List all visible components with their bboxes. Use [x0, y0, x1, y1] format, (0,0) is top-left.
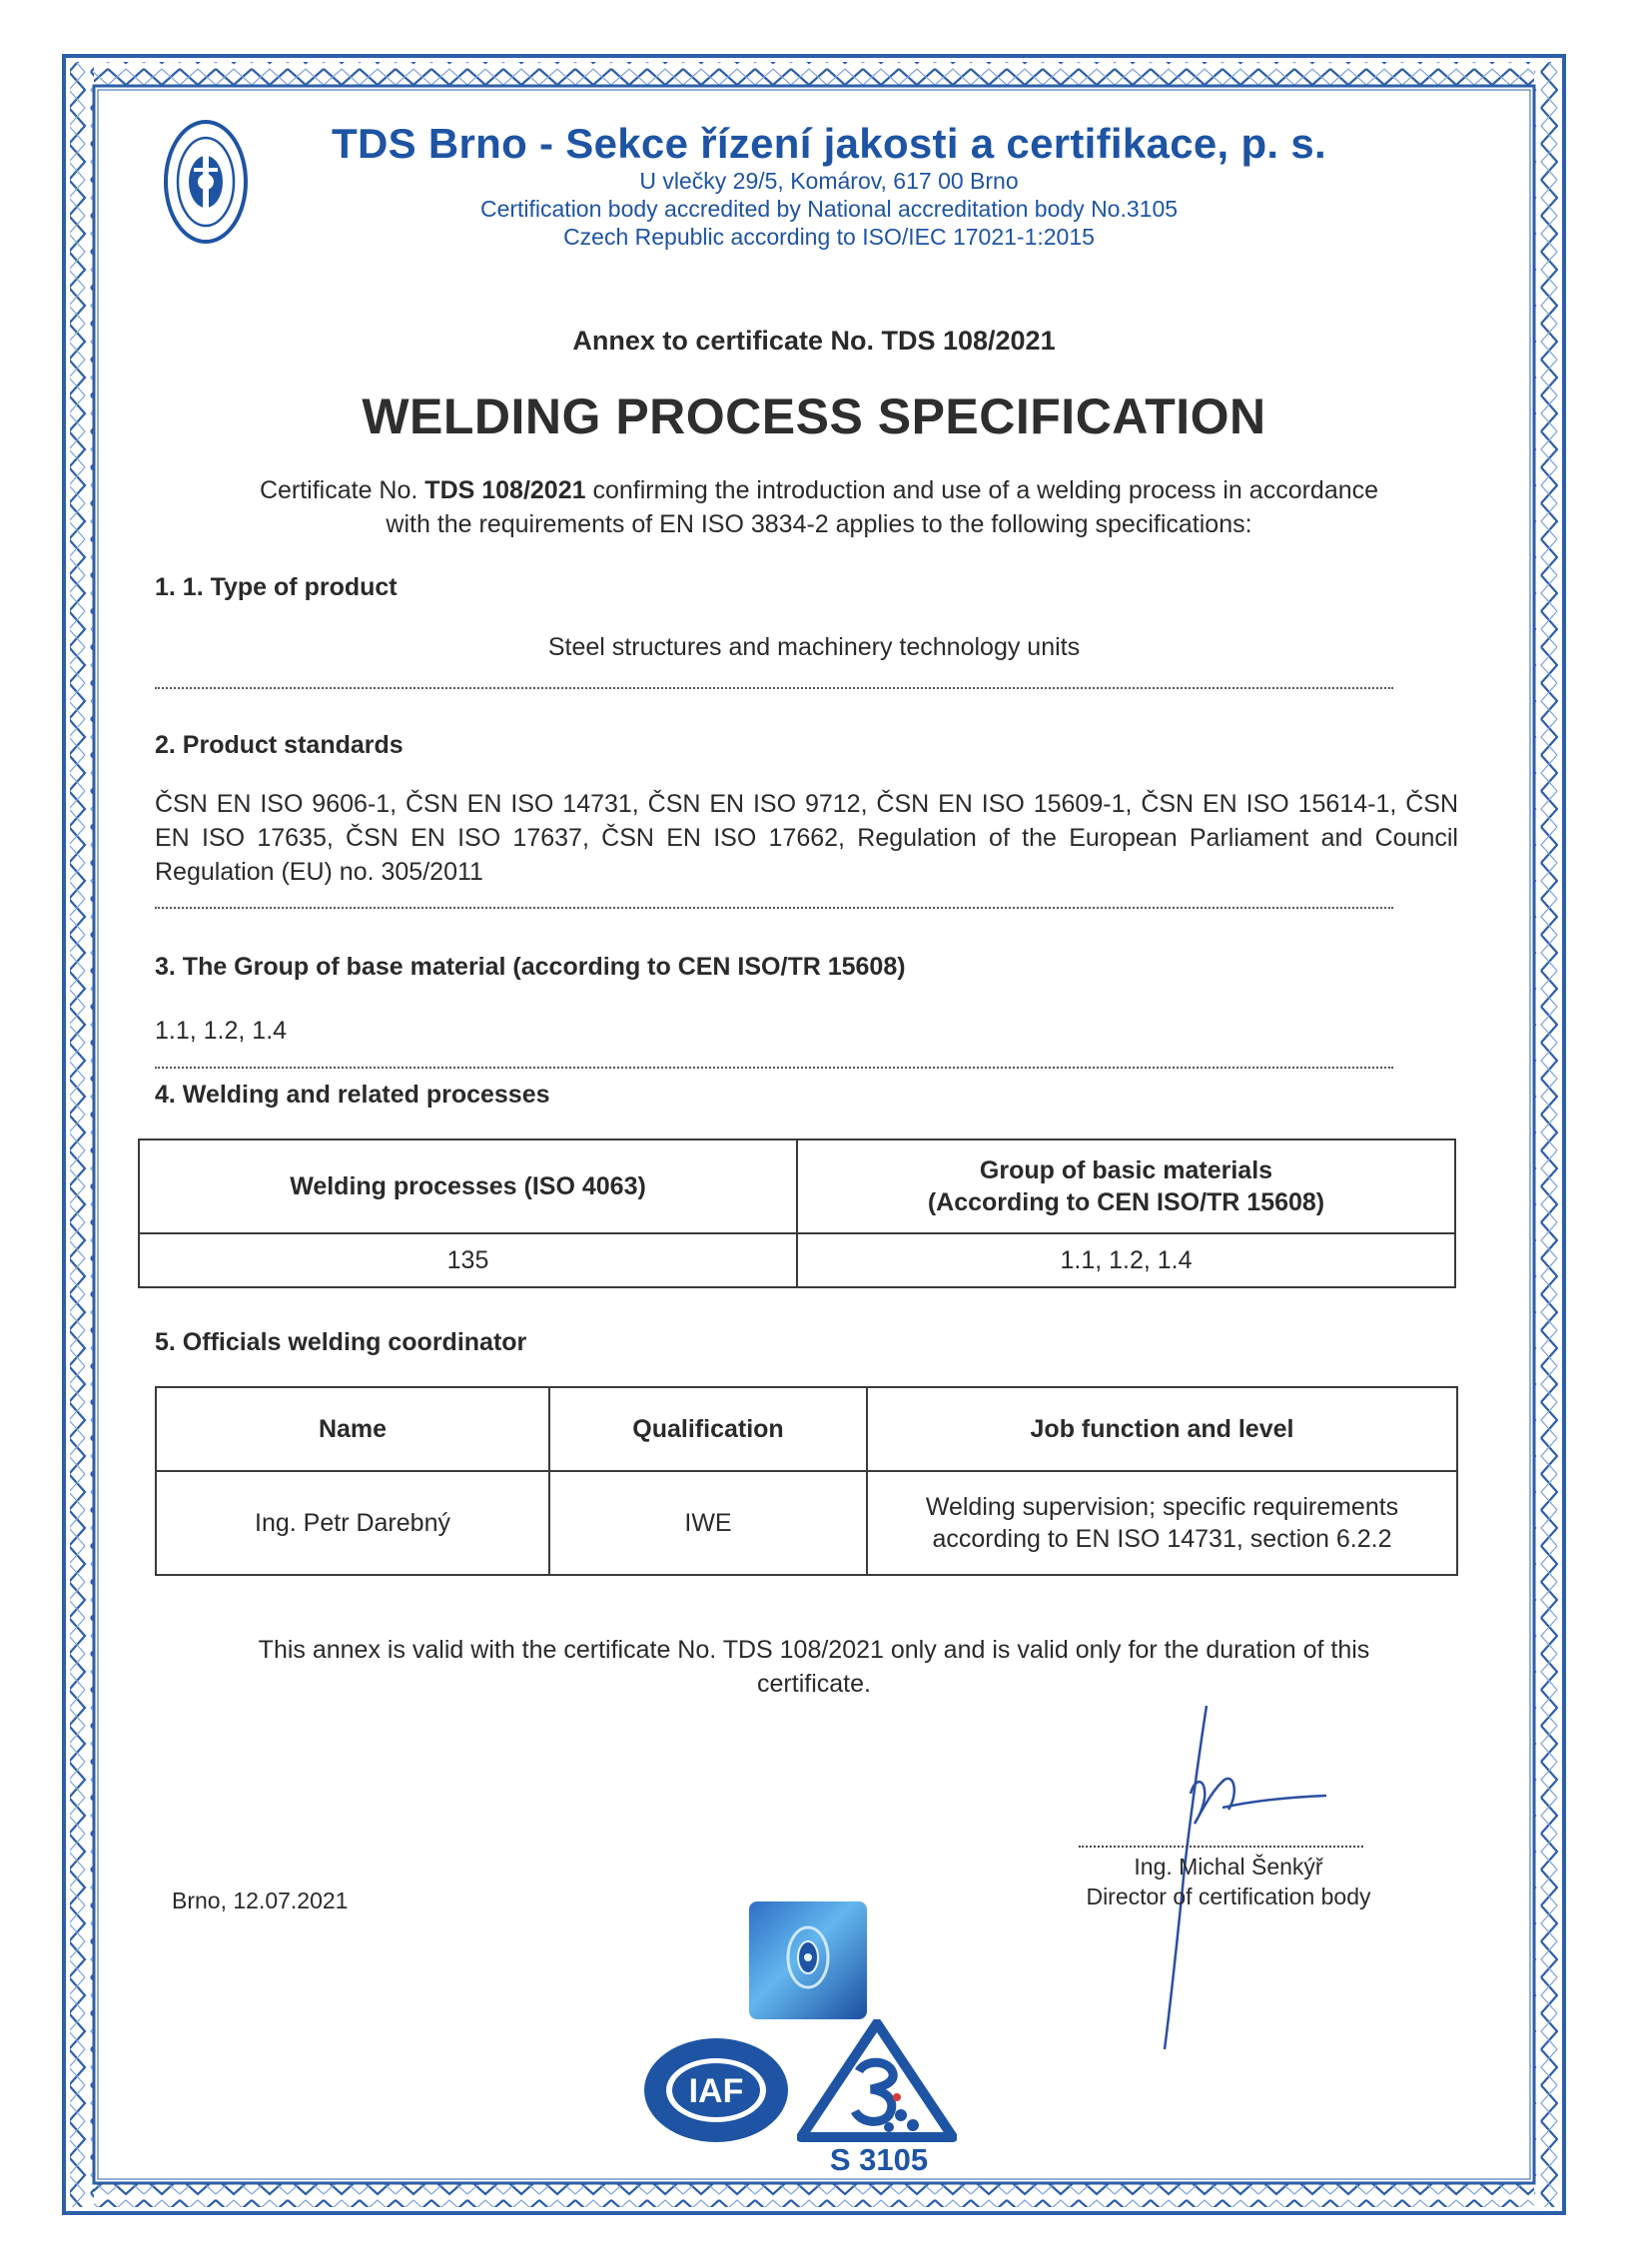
- accreditation-code: S 3105: [829, 2142, 929, 2177]
- signer-title: Director of certification body: [1086, 1884, 1371, 1909]
- divider: [155, 907, 1393, 909]
- column-header-qualification: Qualification: [549, 1387, 867, 1471]
- divider: [155, 687, 1393, 689]
- annex-title: Annex to certificate No. TDS 108/2021: [572, 326, 1056, 356]
- section-4-heading: 4. Welding and related processes: [155, 1081, 550, 1109]
- column-header-material-groups: [797, 1139, 1455, 1233]
- column-header-welding-processes: Welding processes (ISO 4063): [139, 1139, 797, 1233]
- organization-name: TDS Brno - Sekce řízení jakosti a certifikace, p. s.: [332, 120, 1326, 167]
- material-header-line-1: Group of basic materials: [979, 1156, 1273, 1184]
- product-type: Steel structures and machinery technology units: [547, 633, 1081, 661]
- coordinator-qualification-cell: IWE: [549, 1471, 867, 1575]
- section-3-heading: 3. The Group of base material (according to CEN ISO/TR 15608): [155, 953, 906, 981]
- hologram-seal: [747, 1899, 869, 2021]
- section-1-heading: 1. 1. Type of product: [155, 573, 398, 601]
- table-header-row: [156, 1387, 1457, 1471]
- organization-address: U vlečky 29/5, Komárov, 617 00 Brno: [639, 168, 1019, 194]
- welding-process-cell: 135: [139, 1233, 797, 1287]
- material-groups-cell: 1.1, 1.2, 1.4: [797, 1233, 1455, 1287]
- product-standards-text: ČSN EN ISO 9606-1, ČSN EN ISO 14731, ČSN EN ISO 9712, ČSN EN ISO 15609-1, ČSN EN ISO 15614-1, ČSN EN ISO 17635, ČSN EN ISO 17637, ČSN EN ISO 17662, Regulation of the European Parliament and Council Regulation (EU) no. 305/2011: [155, 790, 1458, 886]
- validity-line-1: This annex is valid with the certificate No. TDS 108/2021 only and is valid only for the duration of this: [258, 1636, 1370, 1664]
- divider: [155, 1067, 1393, 1069]
- table-row: [139, 1233, 1455, 1287]
- validity-line-2: certificate.: [757, 1670, 871, 1698]
- section-5-heading: 5. Officials welding coordinator: [155, 1328, 527, 1356]
- intro-cert-number: TDS 108/2021: [424, 476, 586, 504]
- column-header-name: Name: [156, 1387, 549, 1471]
- section-2-heading: 2. Product standards: [155, 731, 404, 759]
- table-header-row: [139, 1139, 1455, 1233]
- base-material-groups: 1.1, 1.2, 1.4: [155, 1017, 288, 1045]
- welding-processes-table: [138, 1138, 1456, 1288]
- intro-line-2: with the requirements of EN ISO 3834-2 applies to the following specifications:: [386, 510, 1252, 538]
- job-line-2: according to EN ISO 14731, section 6.2.2: [932, 1525, 1392, 1553]
- accreditation-line-1: Certification body accredited by National accreditation body No.3105: [479, 196, 1179, 222]
- iaf-label: IAF: [688, 2072, 744, 2110]
- validity-note: [150, 1633, 1478, 1701]
- intro-rest: confirming the introduction and use of a welding process in accordance: [585, 476, 1379, 504]
- intro-prefix: Certificate No.: [259, 476, 425, 504]
- coordinator-name-cell: Ing. Petr Darebný: [156, 1471, 549, 1575]
- issue-date: Brno, 12.07.2021: [172, 1888, 349, 1913]
- coordinator-job-cell: [867, 1471, 1457, 1575]
- table-row: [156, 1471, 1457, 1575]
- accreditation-triangle-logo: [797, 2019, 957, 2143]
- column-header-job-function: Job function and level: [867, 1387, 1457, 1471]
- accreditation-line-2: Czech Republic according to ISO/IEC 17021-1:2015: [563, 224, 1095, 250]
- document-title: WELDING PROCESS SPECIFICATION: [362, 388, 1266, 444]
- signer-name: Ing. Michal Šenkýř: [1134, 1854, 1323, 1880]
- tds-logo: [162, 118, 250, 246]
- iaf-logo: [641, 2035, 791, 2145]
- signature-line: [1079, 1846, 1363, 1848]
- job-line-1: Welding supervision; specific requirements: [925, 1493, 1399, 1521]
- coordinator-table: [155, 1386, 1458, 1576]
- material-header-line-2: (According to CEN ISO/TR 15608): [927, 1188, 1325, 1216]
- intro-paragraph: [170, 473, 1468, 541]
